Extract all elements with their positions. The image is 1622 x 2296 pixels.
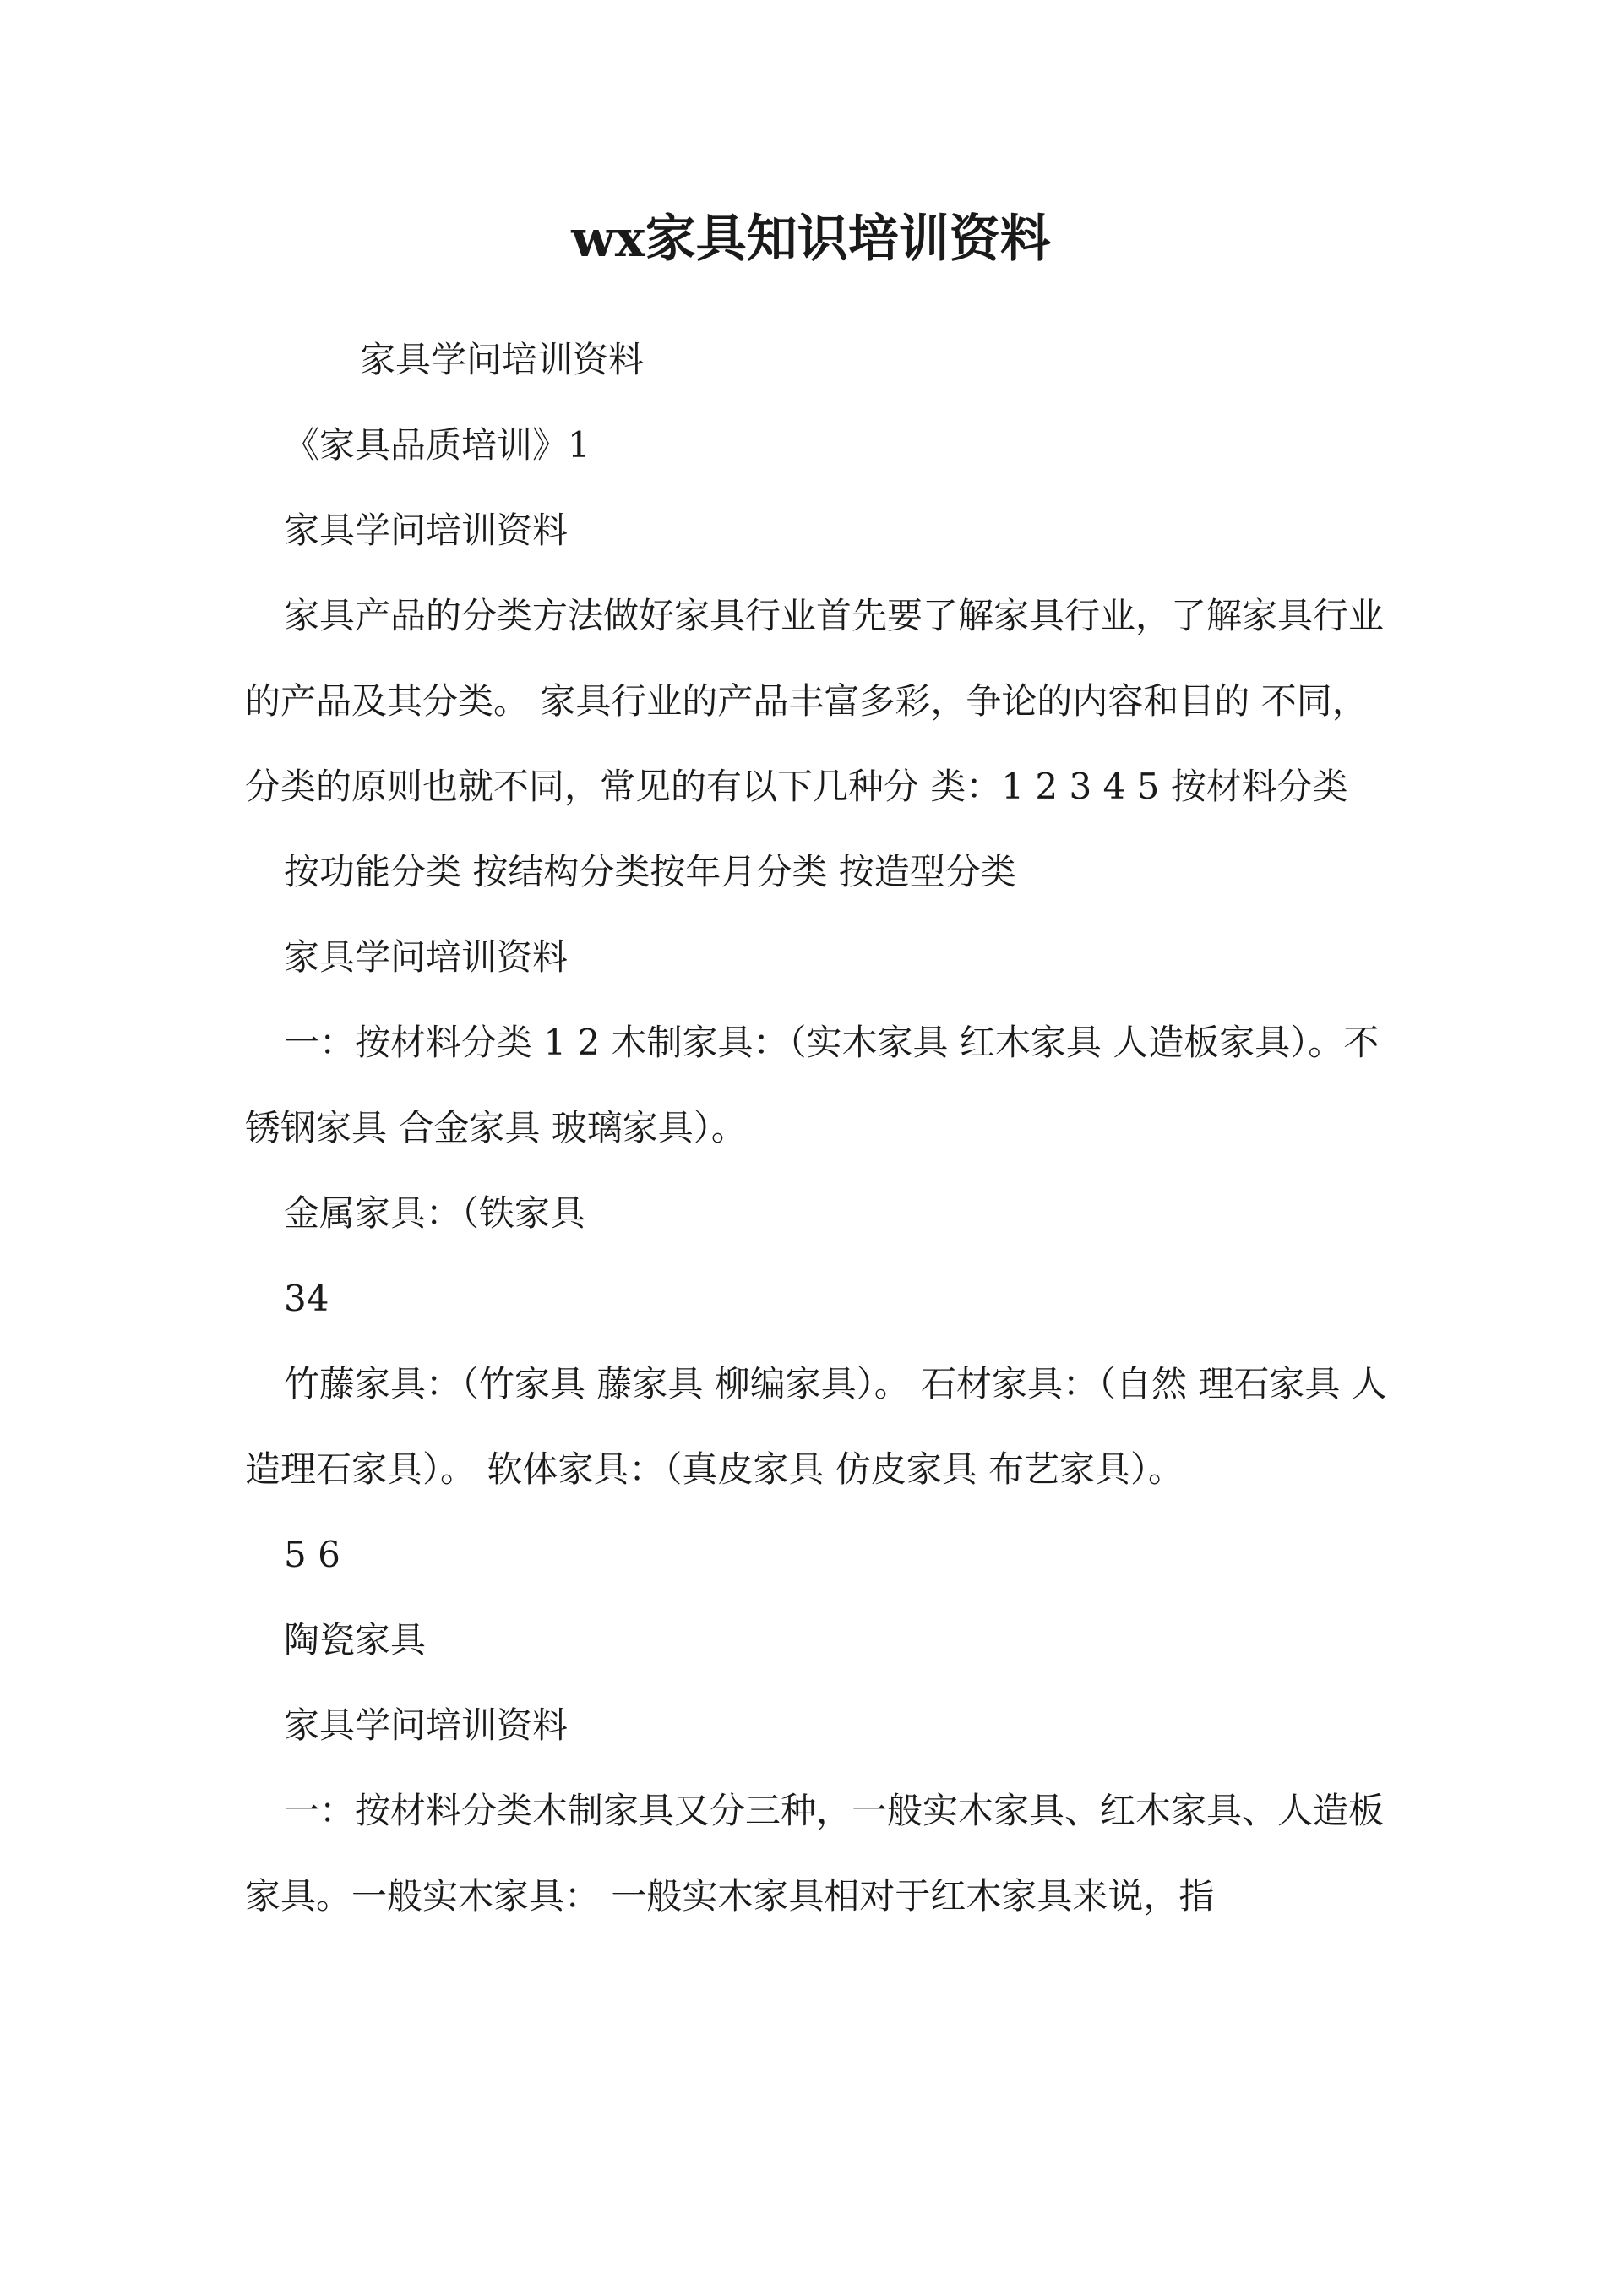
paragraph: 家具学问培训资料 <box>284 1704 569 1746</box>
paragraph: 34 <box>284 1278 329 1319</box>
paragraph: 一：按材料分类 1 2 木制家具：（实木家具 红木家具 人造板家具）。不锈钢家具 合金家具 玻璃家具）。 <box>245 1022 1380 1148</box>
document-title: wx家具知识培训资料 <box>571 210 1051 269</box>
paragraph: 家具学问培训资料 <box>360 339 645 380</box>
paragraph: 家具产品的分类方法做好家具行业首先要了解家具行业，了解家具行业 的产品及其分类。 家具行业的产品丰富多彩，争论的内容和目的 不同，分类的原则也就不同，常见的有以下几种分 类：1 2 3 4 5 按材料分类 <box>245 595 1396 807</box>
paragraph: 按功能分类 按结构分类按年月分类 按造型分类 <box>284 851 1016 892</box>
paragraph: 5 6 <box>284 1534 340 1575</box>
paragraph: 陶瓷家具 <box>284 1619 427 1661</box>
paragraph: 《家具品质培训》1 <box>284 424 591 466</box>
paragraph: 家具学问培训资料 <box>284 510 569 551</box>
document-body <box>245 317 1402 1939</box>
paragraph: 竹藤家具：（竹家具 藤家具 柳编家具）。 石材家具：（自然 理石家具 人造理石家具）。 软体家具：（真皮家具 仿皮家具 布艺家具）。 <box>245 1363 1387 1490</box>
paragraph: 家具学问培训资料 <box>284 936 569 978</box>
paragraph: 一：按材料分类木制家具又分三种，一般实木家具、红木家具、人造板家具。一般实木家具： 一般实木家具相对于红木家具来说，指 <box>245 1790 1385 1917</box>
paragraph: 金属家具：（铁家具 <box>284 1192 586 1234</box>
